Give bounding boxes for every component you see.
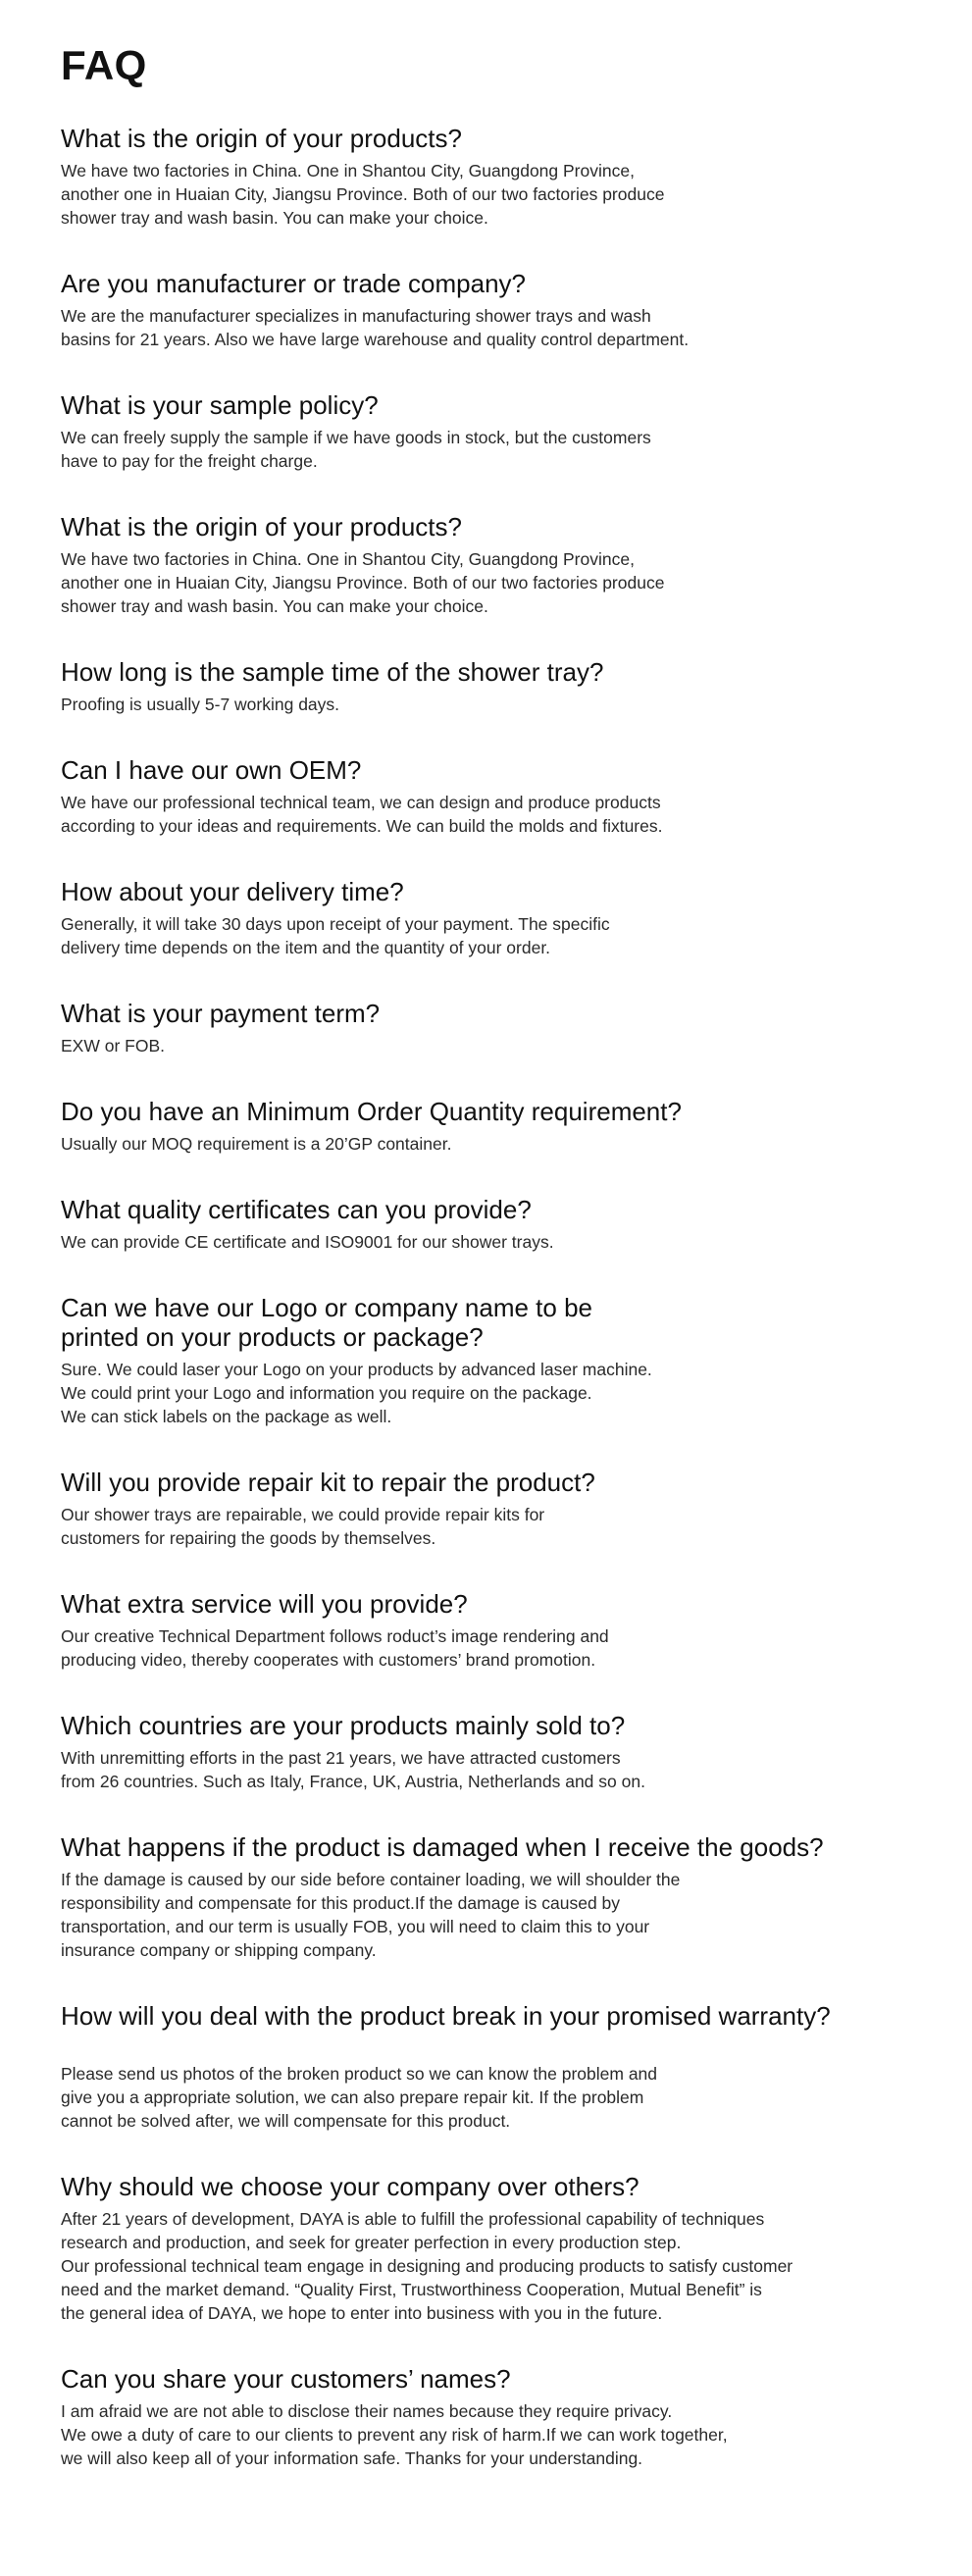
faq-answer: Our shower trays are repairable, we could provide repair kits for customers for repairing the goods by themselves.	[61, 1505, 545, 1548]
faq-question: Can we have our Logo or company name to be printed on your products or package?	[61, 1293, 593, 1352]
faq-item	[61, 390, 911, 473]
faq-answer: Usually our MOQ requirement is a 20’GP container.	[61, 1134, 452, 1154]
faq-answer: We can provide CE certificate and ISO9001 for our shower trays.	[61, 1232, 554, 1252]
faq-question: Can you share your customers’ names?	[61, 2364, 511, 2394]
faq-item	[61, 2364, 911, 2470]
faq-question: How long is the sample time of the shower tray?	[61, 657, 604, 687]
faq-item	[61, 512, 911, 618]
faq-question: How about your delivery time?	[61, 877, 404, 906]
faq-item	[61, 1293, 911, 1428]
faq-answer: We are the manufacturer specializes in manufacturing shower trays and wash basins for 21 years. Also we have large warehouse and quality control department.	[61, 306, 690, 349]
faq-answer: We have two factories in China. One in Shantou City, Guangdong Province, another one in Huaian City, Jiangsu Province. Both of our two factories produce shower tray and wash basin. You can make your choice.	[61, 161, 665, 228]
faq-question: How will you deal with the product break in your promised warranty?	[61, 2001, 831, 2031]
faq-item	[61, 269, 911, 351]
faq-item	[61, 999, 911, 1057]
faq-question: Will you provide repair kit to repair the product?	[61, 1468, 595, 1497]
faq-question: Why should we choose your company over others?	[61, 2172, 639, 2201]
faq-question: What is the origin of your products?	[61, 124, 462, 153]
faq-item	[61, 755, 911, 838]
faq-answer: Sure. We could laser your Logo on your products by advanced laser machine. We could print your Logo and information you require on the package. We can stick labels on the package as well.	[61, 1360, 652, 1426]
faq-item	[61, 1832, 911, 1962]
faq-answer: Generally, it will take 30 days upon receipt of your payment. The specific delivery time depends on the item and the quantity of your order.	[61, 914, 610, 957]
faq-item	[61, 1711, 911, 1793]
faq-answer: We have two factories in China. One in Shantou City, Guangdong Province, another one in Huaian City, Jiangsu Province. Both of our two factories produce shower tray and wash basin. You can make your choice.	[61, 549, 665, 616]
faq-item	[61, 1097, 911, 1156]
faq-question: What quality certificates can you provide?	[61, 1195, 532, 1224]
faq-question: What is your sample policy?	[61, 390, 379, 420]
faq-question: Are you manufacturer or trade company?	[61, 269, 527, 298]
faq-question: What is your payment term?	[61, 999, 381, 1028]
faq-item	[61, 1468, 911, 1550]
faq-answer: After 21 years of development, DAYA is able to fulfill the professional capability of techniques research and production, and seek for greater perfection in every production step. Our professional technical team engage in designing and producing products to satisfy customer need and the market demand. “Quality First, Trustworthiness Cooperation, Mutual Benefit” is the general idea of DAYA, we hope to enter into business with you in the future.	[61, 2209, 793, 2323]
faq-question: What happens if the product is damaged when I receive the goods?	[61, 1832, 824, 1862]
faq-answer: We can freely supply the sample if we have goods in stock, but the customers have to pay for the freight charge.	[61, 428, 651, 471]
faq-item	[61, 1195, 911, 1254]
faq-answer: I am afraid we are not able to disclose their names because they require privacy. We owe a duty of care to our clients to prevent any risk of harm.If we can work together, we will also keep all of your information safe. Thanks for your understanding.	[61, 2401, 728, 2468]
faq-item	[61, 877, 911, 959]
faq-question: Can I have our own OEM?	[61, 755, 362, 785]
faq-answer: Proofing is usually 5-7 working days.	[61, 695, 340, 714]
faq-list	[61, 124, 911, 2470]
faq-answer: EXW or FOB.	[61, 1036, 165, 1056]
faq-item	[61, 2001, 911, 2133]
faq-item	[61, 657, 911, 716]
faq-question: What is the origin of your products?	[61, 512, 462, 541]
page-title: FAQ	[61, 42, 147, 88]
faq-answer: Our creative Technical Department follows roduct’s image rendering and producing video, thereby cooperates with customers’ brand promotion.	[61, 1626, 609, 1670]
faq-answer: If the damage is caused by our side before container loading, we will shoulder the responsibility and compensate for this product.If the damage is caused by transportation, and our term is usually FOB, you will need to claim this to your insurance company or shipping company.	[61, 1870, 681, 1960]
faq-item	[61, 2172, 911, 2325]
faq-item	[61, 124, 911, 230]
faq-question: What extra service will you provide?	[61, 1589, 468, 1619]
faq-item	[61, 1589, 911, 1672]
faq-answer: With unremitting efforts in the past 21 years, we have attracted customers from 26 countries. Such as Italy, France, UK, Austria, Netherlands and so on.	[61, 1748, 645, 1791]
faq-question: Which countries are your products mainly sold to?	[61, 1711, 626, 1740]
faq-answer: We have our professional technical team, we can design and produce products according to your ideas and requirements. We can build the molds and fixtures.	[61, 793, 663, 836]
faq-answer: Please send us photos of the broken product so we can know the problem and give you a appropriate solution, we can also prepare repair kit. If the problem cannot be solved after, we will compensate for this product.	[61, 2064, 658, 2131]
faq-question: Do you have an Minimum Order Quantity requirement?	[61, 1097, 682, 1126]
